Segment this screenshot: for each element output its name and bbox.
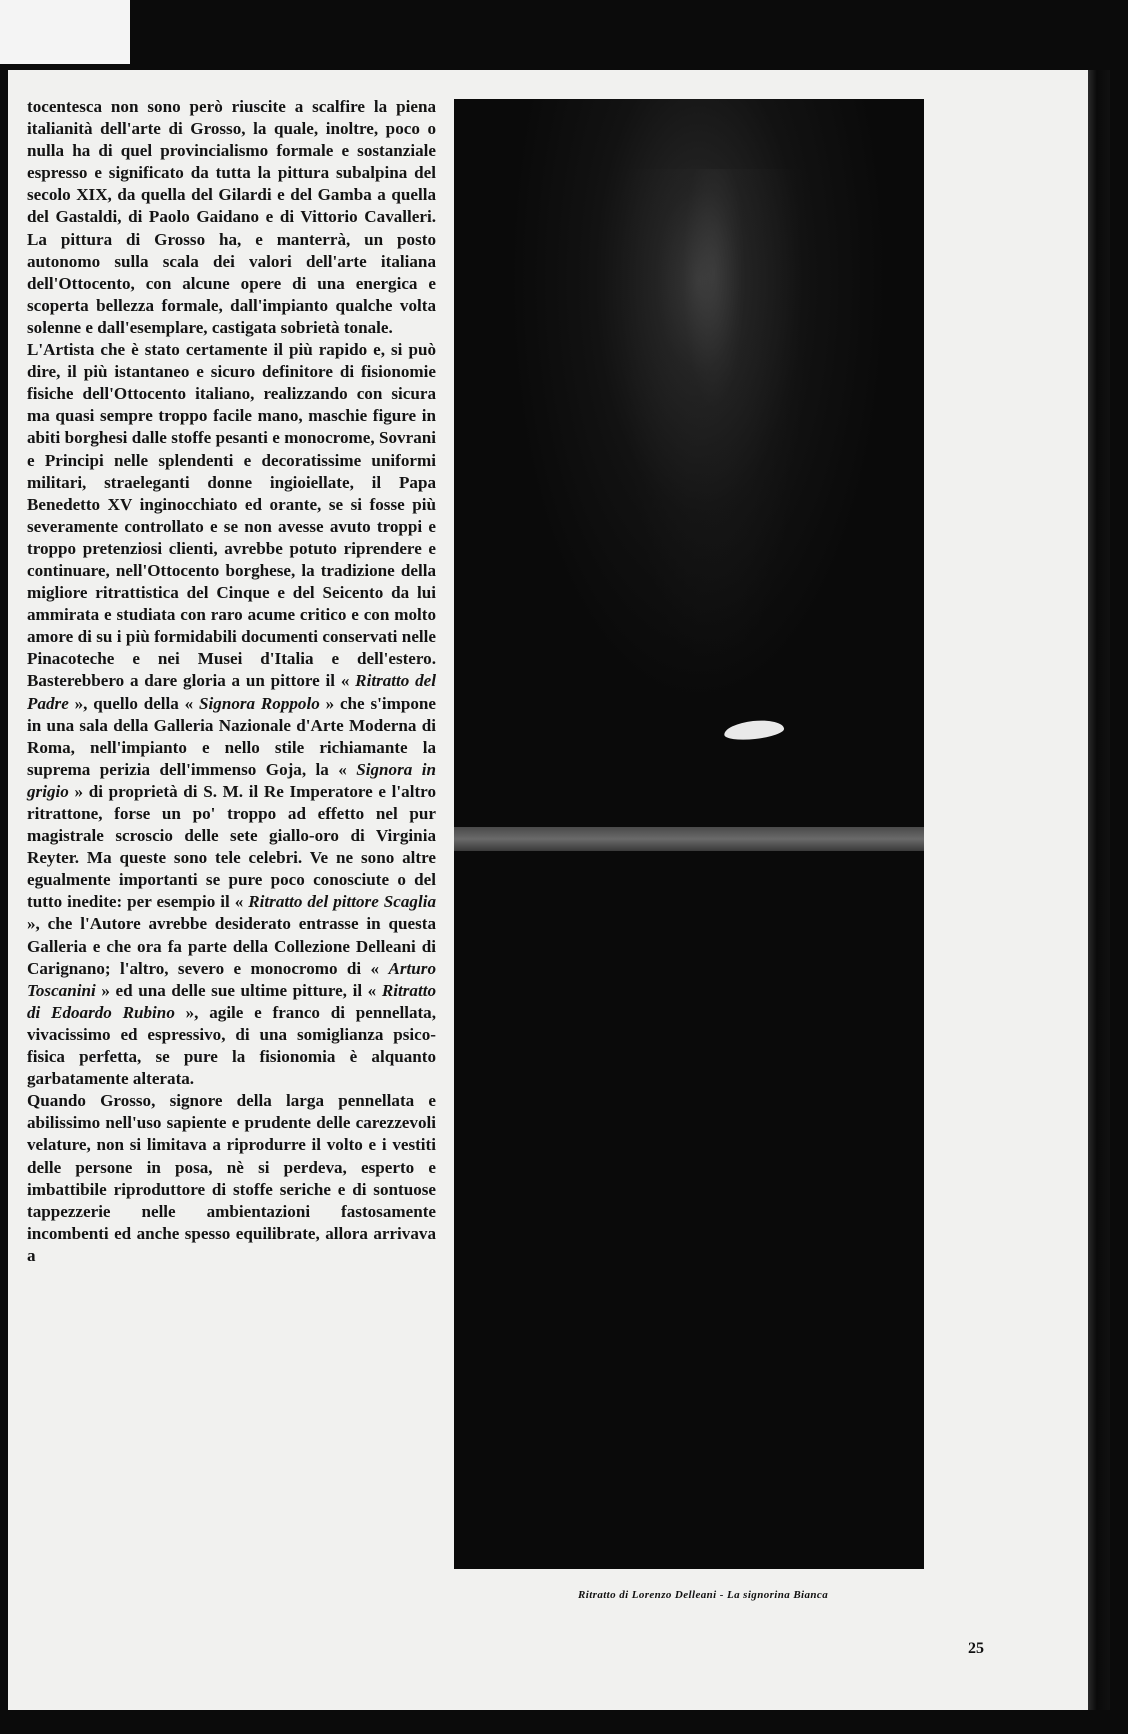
artwork-title: Signora in grigio: [27, 759, 436, 801]
text-run: L'Artista che è stato certamente il più rapido e, si può dire, il più istantaneo e sicuro definitore di fisionomie fisiche dell'Ottocento italiano, realizzando con sicura ma quasi sempre troppo facile mano, maschie figure in abiti borghesi dalle stoffe pesanti e monocrome, Sovrani e Principi nelle splendenti e decoratissime uniformi militari, straeleganti donne ingioiellate, il Papa Benedetto XV inginocchiato ed orante, se si fosse più severamente controllato e se non avesse avuto troppi e troppo pretenziosi clienti, avrebbe potuto riprendere e continuare, nell'Ottocento borghese, la tradizione della migliore ritrattistica del Cinque e del Seicento da lui ammirata e studiata con raro acume critico e con molto amore di su i più formidabili documenti conservati nelle Pinacoteche e nei Musei d'Italia e dell'estero. Basterebbero a dare gloria a un pittore il «: [27, 340, 436, 691]
text-run: tocentesca non sono però riuscite a scalfire la piena italianità dell'arte di Grosso, la quale, inoltre, poco o nulla ha di quel provincialismo formale e sostanziale espresso e significato da tutta la pittura subalpina del secolo XIX, da quella del Gilardi e del Gamba a quella del Gastaldi, di Paolo Gaidano e di Vittorio Cavalleri. La pittura di Grosso ha, e manterrà, un posto autonomo sulla scala dei valori dell'arte italiana dell'Ottocento, con alcune opere di una energica e scoperta bellezza formale, dall'impianto qualche volta solenne e dall'esemplare, castigata sobrietà tonale.: [27, 97, 436, 337]
portrait-figure: [604, 169, 824, 749]
page-edge-shadow: [1088, 70, 1110, 1710]
artwork-title: Ritratto del pittore Scaglia: [248, 892, 436, 912]
text-run: », che l'Autore avrebbe desiderato entrasse in questa Galleria e che ora fa parte della Collezione Delleani di Carignano; l'altro, severo e monocromo di «: [27, 914, 436, 978]
text-run: » di proprietà di S. M. il Re Imperatore e l'altro ritrattone, forse un po' troppo ad effetto nel pur magistrale scroscio delle sete giallo-oro di Virginia Reyter. Ma queste sono tele celebri. Ve ne sono altre egualmente importanti se pure poco conosciute o del tutto inedite: per esempio il «: [27, 781, 436, 912]
artwork-title: Signora Roppolo: [199, 693, 320, 713]
portrait-upper-panel: [454, 99, 924, 827]
text-run: » ed una delle sue ultime pitture, il «: [95, 980, 382, 1000]
text-run: », agile e franco di pennellata, vivacissimo ed espressivo, di una somiglianza psico-fisica perfetta, se pure la fisionomia è alquanto garbatamente alterata.: [27, 1002, 437, 1089]
artwork-title: Arturo Toscanini: [27, 958, 436, 1000]
article-paragraph-3: [27, 1090, 436, 1267]
page-number: 25: [968, 1640, 984, 1657]
text-run: » che s'impone in una sala della Galleria Nazionale d'Arte Moderna di Roma, nell'impianto e nello stile richiamante la suprema perizia dell'immenso Goja, la «: [27, 693, 436, 779]
article-paragraph-1: [27, 96, 436, 339]
portrait-photograph: [454, 99, 924, 1569]
article-text-column: [27, 96, 436, 1267]
text-run: », quello della «: [68, 693, 200, 713]
corner-label: [0, 0, 130, 64]
artwork-title: Ritratto di Edoardo Rubino: [27, 980, 436, 1022]
bottom-border: [0, 1710, 1128, 1734]
portrait-frame-band: [454, 827, 924, 851]
artwork-title: Ritratto del Padre: [27, 671, 436, 713]
text-run: Quando Grosso, signore della larga pennellata e abilissimo nell'uso sapiente e prudente delle carezzevoli velature, non si limitava a riprodurre il volto e i vestiti delle persone in posa, nè si perdeva, esperto e imbattibile riproduttore di stoffe seriche e di sontuose tappezzerie nelle ambientazioni fastosamente incombenti ed anche spesso equilibrate, allora arrivava a: [27, 1091, 436, 1265]
portrait-lower-panel: [454, 851, 924, 1569]
photo-caption: Ritratto di Lorenzo Delleani - La signorina Bianca: [578, 1589, 829, 1601]
article-paragraph-2: [27, 339, 436, 1090]
